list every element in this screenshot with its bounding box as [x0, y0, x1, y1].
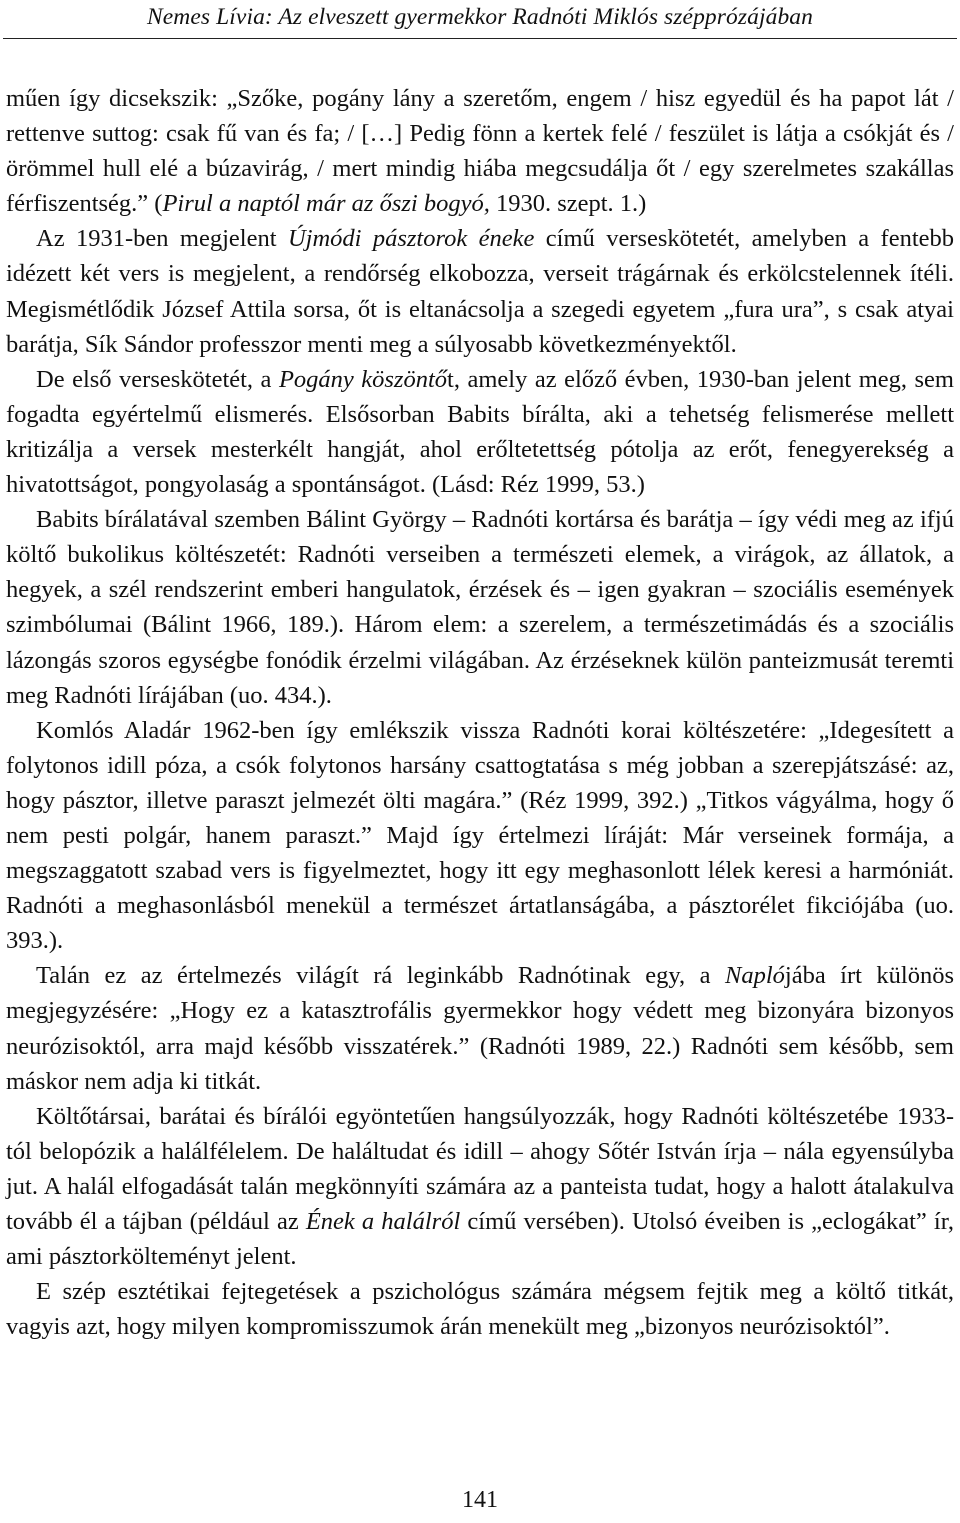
page-number: 141 — [462, 1487, 498, 1513]
running-header: Nemes Lívia: Az elveszett gyermekkor Radnóti Miklós szépprózájában — [146, 4, 813, 30]
italic-text: Pirul a naptól már az őszi bogyó, — [162, 190, 490, 218]
text-run: című verseskötetét, amelyben a fentebb idézett két vers is megjelent, a rendőrség elkobozza, verseit trágárnak és erkölcstelennek ítéli. Megismétlődik József Attila sorsa, őt is eltanácsolja a szegedi egyetem „fura ura”, s csak atyai barátja, Sík Sándor professzor menti meg a súlyosabb következményektől. — [6, 225, 955, 358]
text-run: t, amely az előző évben, 1930-ban jelent meg, sem fogadta egyértelmű elismerés. Elsősorban Babits bírálta, aki a tehetség felismerése mellett kritizálja a versek mesterkélt hangját, ahol erőltetettség pótolja az erőt, fenegyerekség a hivatottságot, pongyolaság a spontánságot. (Lásd: Réz 1999, 53.) — [6, 365, 954, 499]
text-run: Költőtársai, barátai és bírálói egyöntetűen hangsúlyozzák, hogy Radnóti költészetébe 1933-tól belopózik a halálfélelem. De haláltudat és idill – ahogy Sőtér István írja – nála egyensúlyba jut. A halál elfogadását talán megkönnyíti számára az a panteista tudat, hogy a halott átalakulva tovább él a tájban (például az — [6, 1102, 954, 1235]
italic-text: Ének a halálról — [305, 1208, 461, 1235]
paragraph — [6, 221, 954, 361]
paragraph — [6, 713, 954, 959]
paragraph — [6, 1274, 954, 1344]
italic-text: Pogány köszöntő — [278, 365, 448, 393]
text-run: Komlós Aladár 1962-ben így emlékszik vissza Radnóti korai költészetére: „Idegesített a folytonos idill póza, a csók folytonos harsány csattogtatása s még jobban a szerepjátszásé: az, hogy pásztor, illetve paraszt jelmezét ölti magára.” (Réz 1999, 392.) „Titkos vágyálma, hogy ő nem pesti polgár, hanem paraszt.” Majd így értelmezi líráját: Már verseinek formája, a megszaggatott szabad vers is figyelmeztet, hogy itt egy meghasonlott lélek keresi a harmóniát. Radnóti a meghasonlásból menekül a természet ártatlanságába, a pásztorélet fikciójába (uo. 393.). — [6, 716, 954, 955]
paragraph — [6, 1099, 954, 1274]
body-text — [6, 81, 954, 1344]
text-run: 1930. szept. 1.) — [489, 190, 647, 218]
italic-text: Napló — [724, 962, 785, 990]
text-run: De első verseskötetét, a — [36, 365, 279, 393]
italic-text: Újmódi pásztorok éneke — [287, 225, 535, 253]
text-run: Az 1931-ben megjelent — [36, 225, 288, 253]
paragraph — [6, 502, 954, 713]
paragraph — [6, 362, 954, 502]
paragraph — [6, 958, 954, 1098]
text-run: műen így dicsekszik: „Szőke, pogány lány a szeretőm, engem / hisz egyedül és ha papot lát / rettenve suttog: csak fű van és fa; / […] Pedig fönn a kertek felé / feszület is látja a csókját és / örömmel hull elé a búzavirág, / mert mindig hiába megcsudálja őt / egy szerelmetes szakállas férfiszentség.” ( — [6, 85, 954, 218]
text-run: Babits bírálatával szemben Bálint György – Radnóti kortársa és barátja – így védi meg az ifjú költő bukolikus költészetét: Radnóti verseiben a természeti elemek, a virágok, az állatok, a hegyek, a szél rendszerint emberi hangulatok, érzések és – igen gyakran – szociális események szimbólumai (Bálint 1966, 189.). Három elem: a szerelem, a természetimádás és a szociális lázongás szoros egységbe fonódik érzelmi világában. Az érzéseknek külön panteizmusát teremti meg Radnóti lírájában (uo. 434.). — [6, 506, 954, 709]
text-run: jába írt különös megjegyzésére: „Hogy ez a katasztrofális gyermekkor hogy védett meg bizonyára bizonyos neurózisoktól, arra majd később visszatérek.” (Radnóti 1989, 22.) Radnóti sem később, sem máskor nem adja ki titkát. — [6, 962, 954, 1095]
text-run: című versében). Utolsó éveiben is „eclogákat” ír, ami pásztorkölteményt jelent. — [6, 1208, 955, 1271]
paragraph — [6, 81, 954, 221]
header-rule — [3, 38, 957, 39]
text-run: Talán ez az értelmezés világít rá leginkább Radnótinak egy, a — [36, 962, 725, 990]
text-run: E szép esztétikai fejtegetések a pszichológus számára mégsem fejtik meg a költő titkát, vagyis azt, hogy milyen kompromisszumok árán menekült meg „bizonyos neurózisoktól”. — [6, 1278, 954, 1341]
